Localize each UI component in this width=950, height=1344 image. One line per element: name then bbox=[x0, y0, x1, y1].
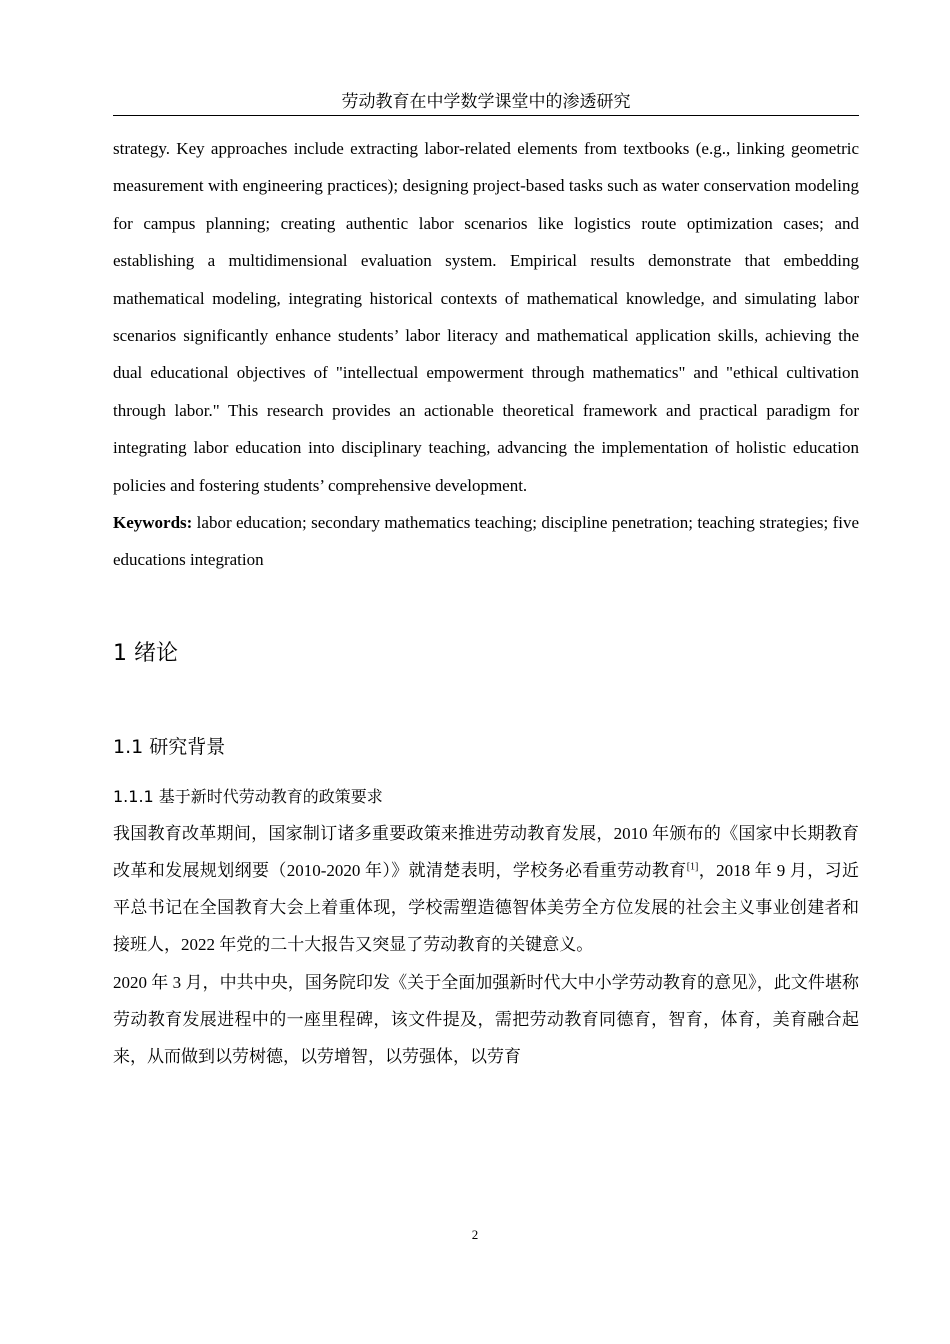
keywords-line bbox=[113, 504, 859, 579]
keywords-text: labor education; secondary mathematics teaching; discipline penetration; teaching strategies; five educations integration bbox=[113, 513, 859, 570]
section-heading-1: 1 绪论 bbox=[113, 640, 178, 666]
body-paragraph-1-text-a: 我国教育改革期间，国家制订诸多重要政策来推进劳动教育发展，2010 年颁布的《国家中长期教育改革和发展规划纲要（2010-2020 年）》就清楚表明，学校务必看重劳动教育 bbox=[113, 823, 859, 881]
citation-ref-1[interactable]: [1] bbox=[686, 861, 699, 873]
abstract-continuation: strategy. Key approaches include extracting labor-related elements from textbooks (e.g., linking geometric measurement with engineering practices); designing project-based tasks such as water conservation modeling for campus planning; creating authentic labor scenarios like logistics route optimization cases; and establishing a multidimensional evaluation system. Empirical results demonstrate that embedding mathematical modeling, integrating historical contexts of mathematical knowledge, and simulating labor scenarios significantly enhance students’ labor literacy and mathematical application skills, achieving the dual educational objectives of "intellectual empowerment through mathematics" and "ethical cultivation through labor." This research provides an actionable theoretical framework and practical paradigm for integrating labor education into disciplinary teaching, advancing the implementation of holistic education policies and fostering students’ comprehensive development. bbox=[113, 139, 859, 495]
body-paragraph-1-text-b: ，2018 年 9 月，习近平总书记在全国教育大会上着重体现，学校需塑造德智体美劳全方位发展的社会主义事业创建者和接班人，2022 年党的二十大报告又突显了劳动教育的关键意义。 bbox=[113, 861, 859, 955]
page-content bbox=[113, 130, 859, 1075]
body-paragraph-1 bbox=[113, 815, 859, 964]
section-heading-1-1: 1.1 研究背景 bbox=[113, 735, 226, 758]
section-heading-1-1-1: 1.1.1 基于新时代劳动教育的政策要求 bbox=[113, 786, 383, 806]
keywords-label: Keywords: bbox=[113, 513, 193, 533]
page-number: 2 bbox=[471, 1227, 479, 1242]
body-paragraph-2: 2020 年 3 月，中共中央，国务院印发《关于全面加强新时代大中小学劳动教育的意见》，此文件堪称劳动教育发展进程中的一座里程碑，该文件提及，需把劳动教育同德育，智育，体育，美育融合起来，从而做到以劳树德，以劳增智，以劳强体，以劳育 bbox=[113, 972, 859, 1067]
running-header: 劳动教育在中学数学课堂中的渗透研究 bbox=[113, 90, 859, 116]
